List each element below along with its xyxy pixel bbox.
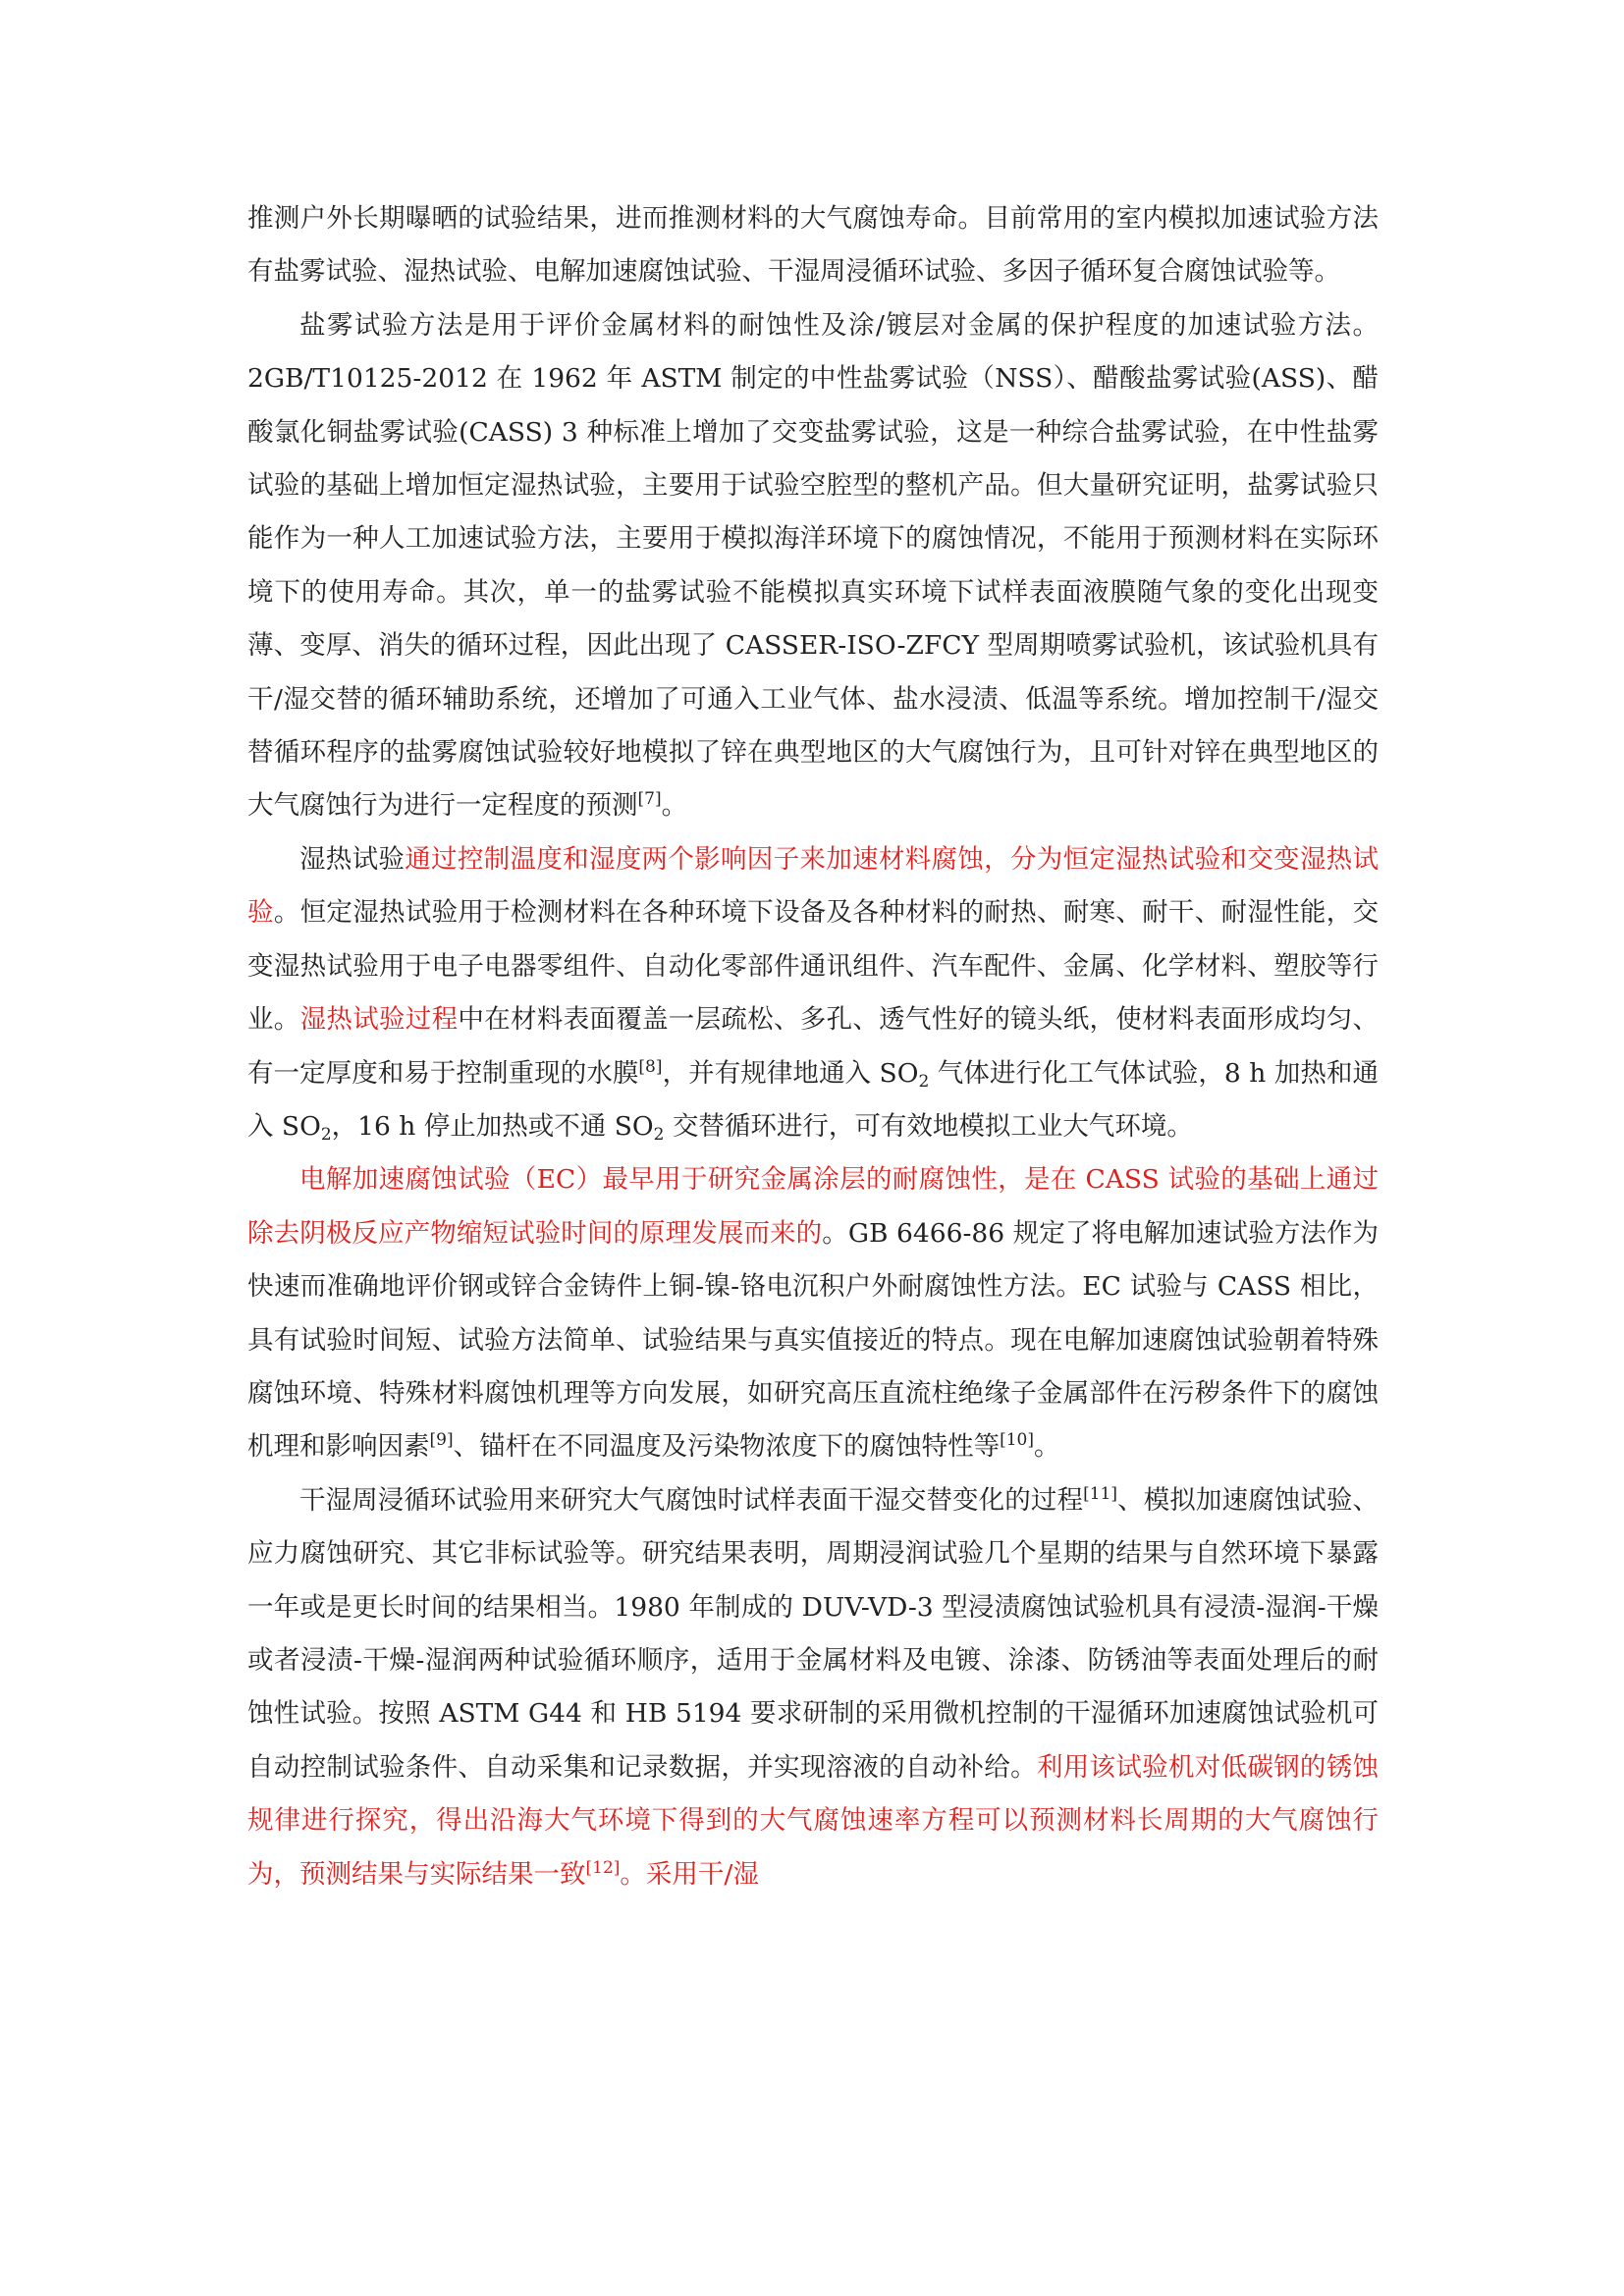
text-segment: ，并有规律地通入 SO [662, 1057, 919, 1089]
text-segment: 。 [1034, 1431, 1060, 1463]
text-segment: 、锚杆在不同温度及污染物浓度下的腐蚀特性等 [453, 1431, 1001, 1463]
highlighted-text: 。采用干/湿 [620, 1858, 759, 1890]
paragraph [247, 1153, 1379, 1473]
highlighted-text: 电解加速腐蚀试验（EC）最早用于研究金属涂层的耐腐蚀性，是在 CASS 试验的基础上通过除去阴极反应产物缩短试验时间的原理发展而来的 [247, 1164, 1379, 1249]
text-segment: 交替循环进行，可有效地模拟工业大气环境。 [664, 1110, 1193, 1142]
citation-ref: [9] [429, 1430, 454, 1451]
text-segment: 、模拟加速腐蚀试验、应力腐蚀研究、其它非标试验等。研究结果表明，周期浸润试验几个星期的结果与自然环境下暴露一年或是更长时间的结果相当。1980 年制成的 DUV-VD-3 型浸渍腐蚀试验机具有浸渍-湿润-干燥或者浸渍-干燥-湿润两种试验循环顺序，适用于金属材料及电镀、涂漆、防锈油等表面处理后的耐蚀性试验。按照 ASTM G44 和 HB 5194 要求研制的采用微机控制的干湿循环加速腐蚀试验机可自动控制试验条件、自动采集和记录数据，并实现溶液的自动补给。 [247, 1484, 1380, 1783]
subscript: 2 [653, 1124, 665, 1145]
paragraph [247, 833, 1379, 1153]
document-body [247, 192, 1379, 1901]
citation-ref: [10] [1000, 1430, 1034, 1451]
text-segment: 盐雾试验方法是用于评价金属材料的耐蚀性及涂/镀层对金属的保护程度的加速试验方法。2GB/T10125-2012 在 1962 年 ASTM 制定的中性盐雾试验（NSS）、醋酸盐雾试验(ASS)、醋酸氯化铜盐雾试验(CASS) 3 种标准上增加了交变盐雾试验，这是一种综合盐雾试验，在中性盐雾试验的基础上增加恒定湿热试验，主要用于试验空腔型的整机产品。但大量研究证明，盐雾试验只能作为一种人工加速试验方法，主要用于模拟海洋环境下的腐蚀情况，不能用于预测材料在实际环境下的使用寿命。其次，单一的盐雾试验不能模拟真实环境下试样表面液膜随气象的变化出现变薄、变厚、消失的循环过程，因此出现了 CASSER-ISO-ZFCY 型周期喷雾试验机，该试验机具有干/湿交替的循环辅助系统，还增加了可通入工业气体、盐水浸渍、低温等系统。增加控制干/湿交替循环程序的盐雾腐蚀试验较好地模拟了锌在典型地区的大气腐蚀行为，且可针对锌在典型地区的大气腐蚀行为进行一定程度的预测 [247, 309, 1379, 822]
subscript: 2 [918, 1071, 930, 1092]
text-segment: 。 [661, 790, 688, 822]
paragraph [247, 192, 1379, 299]
text-segment: ，16 h 停止加热或不通 SO [331, 1110, 654, 1142]
highlighted-text: 利用该试验机对低碳钢的锈蚀规律进行探究，得出沿海大气环境下得到的大气腐蚀速率方程可以预测材料长周期的大气腐蚀行为，预测结果与实际结果一致 [247, 1751, 1380, 1890]
citation-ref: [12] [585, 1857, 621, 1878]
highlighted-text: 通过控制温度和湿度两个影响因子来加速材料腐蚀，分为恒定湿热试验和交变湿热试验 [247, 843, 1379, 929]
paragraph [247, 299, 1379, 833]
text-segment: 。恒定湿热试验用于检测材料在各种环境下设备及各种材料的耐热、耐寒、耐干、耐湿性能，交变湿热试验用于电子电器零组件、自动化零部件通讯组件、汽车配件、金属、化学材料、塑胶等行业。 [247, 897, 1380, 1036]
text-segment: 。GB 6466-86 规定了将电解加速试验方法作为快速而准确地评价钢或锌合金铸件上铜-镍-铬电沉积户外耐腐蚀性方法。EC 试验与 CASS 相比，具有试验时间短、试验方法简单、试验结果与真实值接近的特点。现在电解加速腐蚀试验朝着特殊腐蚀环境、特殊材料腐蚀机理等方向发展，如研究高压直流柱绝缘子金属部件在污秽条件下的腐蚀机理和影响因素 [247, 1217, 1380, 1463]
citation-ref: [11] [1083, 1483, 1117, 1504]
paragraph [247, 1474, 1379, 1901]
citation-ref: [7] [637, 789, 662, 810]
text-segment: 气体进行化工气体试验，8 h 加热和通入 SO [247, 1057, 1380, 1142]
text-segment: 推测户外长期曝晒的试验结果，进而推测材料的大气腐蚀寿命。目前常用的室内模拟加速试验方法有盐雾试验、湿热试验、电解加速腐蚀试验、干湿周浸循环试验、多因子循环复合腐蚀试验等。 [247, 203, 1379, 288]
text-segment: 干湿周浸循环试验用来研究大气腐蚀时试样表面干湿交替变化的过程 [299, 1484, 1084, 1516]
text-segment: 湿热试验 [299, 843, 406, 875]
citation-ref: [8] [638, 1056, 663, 1077]
text-segment: 中在材料表面覆盖一层疏松、多孔、透气性好的镜头纸，使材料表面形成均匀、有一定厚度和易于控制重现的水膜 [247, 1004, 1380, 1089]
highlighted-text: 湿热试验过程 [299, 1004, 459, 1036]
subscript: 2 [320, 1124, 332, 1145]
